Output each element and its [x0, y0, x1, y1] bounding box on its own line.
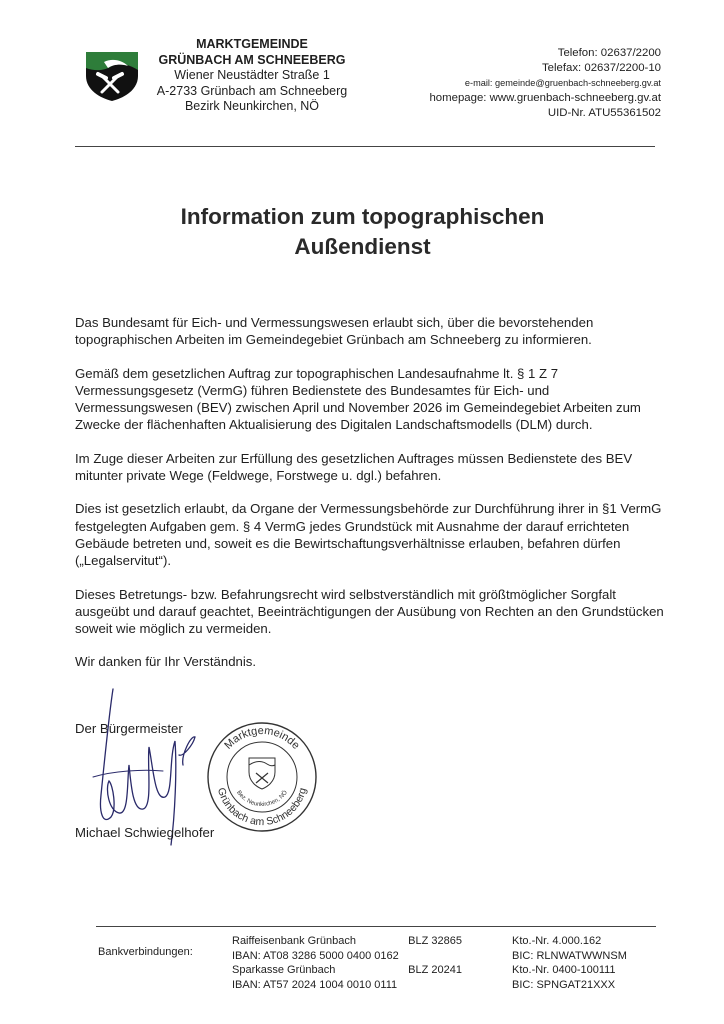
official-stamp	[205, 720, 319, 834]
letter-body	[75, 314, 665, 687]
signatory-name: Michael Schwiegelhofer	[75, 825, 215, 840]
address-district: Bezirk Neunkirchen, NÖ	[184, 99, 320, 113]
municipality-type: MARKTGEMEINDE	[196, 37, 308, 51]
letterhead	[0, 0, 724, 150]
phone: Telefon: 02637/2200	[557, 47, 661, 59]
address-city: A-2733 Grünbach am Schneeberg	[156, 83, 348, 98]
bank-label: Bankverbindungen:	[98, 946, 193, 958]
bank-details	[232, 934, 462, 992]
paragraph-thanks: Wir danken für Ihr Verständnis.	[75, 654, 257, 670]
account-details	[512, 934, 627, 992]
signatory-role: Der Bürgermeister	[75, 721, 183, 736]
title-line-2: Außendienst	[294, 234, 431, 259]
bank1-bic: BIC: RLNWATWWNSM	[512, 949, 627, 962]
bank2-iban: IBAN: AT57 2024 1004 0010 0111	[232, 978, 398, 991]
municipality-address	[145, 37, 359, 115]
address-street: Wiener Neustädter Straße 1	[174, 68, 330, 82]
municipality-name: GRÜNBACH AM SCHNEEBERG	[158, 52, 346, 67]
municipal-crest-icon	[84, 50, 140, 102]
stamp-top-text: Marktgemeinde	[222, 724, 302, 752]
uid-number: UID-Nr. ATU55361502	[547, 107, 661, 119]
paragraph-legal-mandate: Gemäß dem gesetzlichen Auftrag zur topographischen Landesaufnahme lt. § 1 Z 7 Vermessungsgesetz (VermG) führen Bedienstete des Bundesamtes für Eich- und Vermessungswesen (BEV) zwischen April und November 2026 im Gemeindegebiet Arbeiten zum Zwecke der flächenhaften Aktualisierung des Digitalen Landschaftsmodells (DLM) durch.	[75, 365, 641, 433]
homepage: homepage: www.gruenbach-schneeberg.gv.at	[429, 92, 661, 104]
paragraph-legal-basis: Dies ist gesetzlich erlaubt, da Organe der Vermessungsbehörde zur Durchführung ihrer in §1 VermG festgelegten Aufgaben gem. § 4 VermG jedes Grundstück mit Ausnahme der darauf errichteten Gebäude betreten und, soweit es die Bewirtschaftungsverhältnisse erlauben, befahren dürfen („Legalservitut“).	[75, 501, 662, 569]
svg-text:Bez. Neunkirchen, NÖ	[235, 789, 289, 808]
fax: Telefax: 02637/2200-10	[541, 62, 661, 74]
bank1-iban: IBAN: AT08 3286 5000 0400 0162	[232, 949, 399, 962]
bank2-blz: BLZ 20241	[408, 964, 462, 976]
bank1-blz: BLZ 32865	[408, 935, 462, 947]
svg-text:Marktgemeinde	[222, 725, 302, 752]
contact-info	[429, 46, 661, 121]
bank2-name: Sparkasse Grünbach	[232, 964, 336, 976]
bank1-row	[232, 934, 462, 949]
paragraph-intro: Das Bundesamt für Eich- und Vermessungswesen erlaubt sich, über die bevorstehenden topographischen Arbeiten im Gemeindegebiet Grünbach am Schneeberg zu informieren.	[75, 315, 594, 348]
header-divider	[75, 146, 655, 147]
bank2-bic: BIC: SPNGAT21XXX	[512, 978, 616, 991]
footer-divider	[96, 926, 656, 927]
stamp-bottom-text: Grünbach am Schneeberg	[214, 786, 310, 829]
title-line-1: Information zum topographischen	[180, 204, 545, 229]
stamp-crest-icon	[249, 758, 275, 789]
email: e-mail: gemeinde@gruenbach-schneeberg.gv.at	[464, 78, 661, 88]
bank1-account: Kto.-Nr. 4.000.162	[512, 935, 602, 947]
bank1-name: Raiffeisenbank Grünbach	[232, 935, 356, 947]
paragraph-private-roads: Im Zuge dieser Arbeiten zur Erfüllung des gesetzlichen Auftrages müssen Bedienstete des BEV mitunter private Wege (Feldwege, Forstwege u. dgl.) befahren.	[75, 450, 633, 484]
document-title	[90, 202, 635, 262]
bank2-account: Kto.-Nr. 0400-100111	[512, 964, 616, 976]
stamp-inner-text: Bez. Neunkirchen, NÖ	[235, 789, 289, 809]
bank2-row	[232, 963, 462, 978]
paragraph-care: Dieses Betretungs- bzw. Befahrungsrecht wird selbstverständlich mit größtmöglicher Sorgfalt ausgeübt und darauf geachtet, Beeinträchtigungen der Ausübung von Rechten an den Grundstücken soweit wie möglich zu vermeiden.	[75, 586, 664, 637]
